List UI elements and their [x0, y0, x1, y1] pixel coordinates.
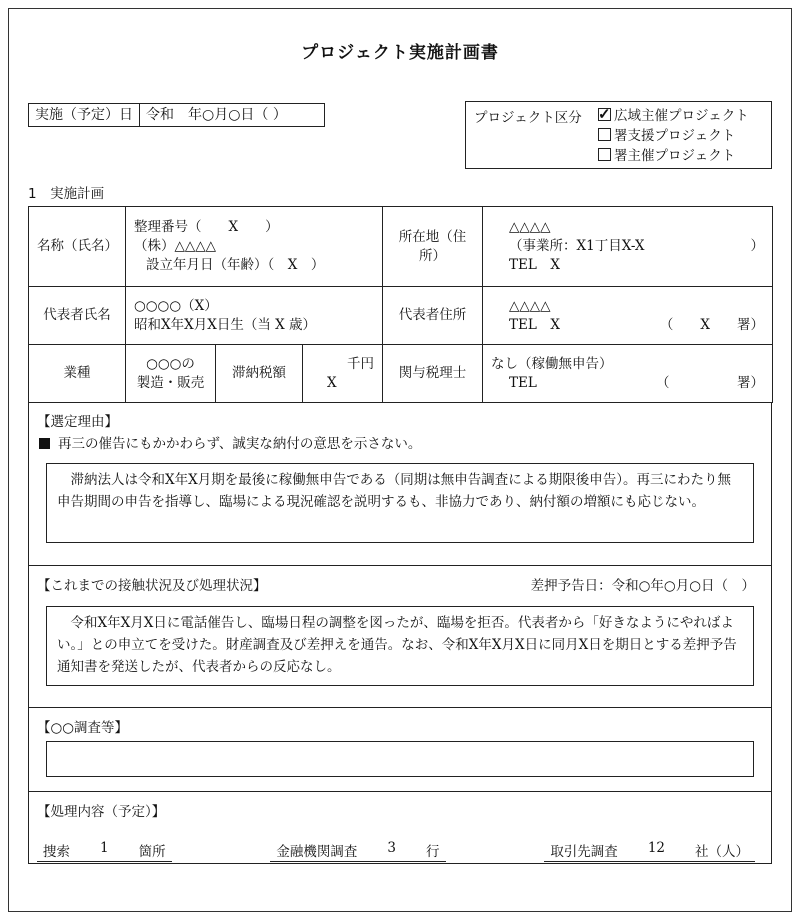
selection-reason-section [28, 402, 772, 566]
category-option[interactable]: ✓ 広域主催プロジェクト [598, 106, 749, 126]
address-value-cell: △△△△ （事業所：X1丁目X-X ） TEL X [483, 207, 773, 287]
name-label-cell: 名称（氏名） [29, 207, 126, 287]
checkbox-icon[interactable] [598, 128, 611, 141]
selection-reason-heading: 【選定理由】 [37, 414, 118, 430]
rep-label-cell: 代表者氏名 [29, 287, 126, 345]
processing-item: 金融機関調査 3 行 [270, 840, 445, 862]
table-row [29, 345, 773, 403]
tax-due-label-cell: 滞納税額 [216, 345, 303, 403]
document-title: プロジェクト実施計画書 [301, 43, 499, 63]
survey-text-box [46, 741, 754, 777]
survey-section [28, 708, 772, 792]
table-row [29, 287, 773, 345]
implementation-date-box [28, 103, 325, 127]
processing-items [37, 840, 755, 862]
category-option[interactable]: 署主催プロジェクト [598, 146, 749, 166]
square-bullet-icon [39, 438, 50, 449]
contact-status-section [28, 566, 772, 708]
category-options [598, 106, 749, 166]
processing-heading: 【処理内容（予定）】 [37, 804, 166, 820]
address-label-cell: 所在地（住所） [383, 207, 483, 287]
date-label: 実施（予定）日 [29, 104, 140, 126]
category-option[interactable]: 署支援プロジェクト [598, 126, 749, 146]
tax-accountant-value-cell: なし（稼働無申告） TEL （ 署） [483, 345, 773, 403]
contact-status-text: 令和X年X月X日に電話催告し、臨場日程の調整を図ったが、臨場を拒否。代表者から「好きなようにやればよい。」との申立てを受けた。財産調査及び差押えを通告。なお、令和X年X月X日に同月X日を期日とする差押予告通知書を発送したが、代表者からの反応なし。 [46, 606, 754, 686]
contact-status-heading: 【これまでの接触状況及び処理状況】 [37, 578, 267, 594]
industry-value-cell: ○○○の 製造・販売 [126, 345, 216, 403]
name-value-cell: 整理番号（ X ） （株）△△△△ 設立年月日（年齢）（ X ） [126, 207, 383, 287]
table-row [29, 207, 773, 287]
project-category-box [465, 101, 772, 169]
date-value: 令和 年○月○日（ ） [146, 107, 287, 123]
plan-table [28, 206, 773, 403]
category-label: プロジェクト区分 [474, 110, 582, 126]
seizure-notice-date: 差押予告日：令和○年○月○日（ ） [530, 578, 755, 594]
checkbox-icon[interactable] [598, 148, 611, 161]
checkbox-checked-icon[interactable] [598, 108, 611, 121]
industry-label-cell: 業種 [29, 345, 126, 403]
processing-item: 取引先調査 12 社（人） [544, 840, 755, 862]
processing-item: 捜索 1 箇所 [37, 840, 172, 862]
tax-accountant-label-cell: 関与税理士 [383, 345, 483, 403]
selection-reason-text: 滞納法人は令和X年X月期を最後に稼働無申告である（同期は無申告調査による期限後申告）。再三にわたり無申告期間の申告を指導し、臨場による現況確認を説明するも、非協力であり、納付額の増額にも応じない。 [46, 463, 754, 543]
survey-heading: 【○○調査等】 [37, 720, 129, 736]
section-heading: 1 実施計画 [28, 186, 105, 202]
rep-address-value-cell: △△△△ TEL X （ X 署） [483, 287, 773, 345]
rep-address-label-cell: 代表者住所 [383, 287, 483, 345]
reason-bullet: 再三の催告にもかかわらず、誠実な納付の意思を示さない。 [39, 432, 421, 452]
rep-value-cell: ○○○○（X） 昭和X年X月X日生（当 X 歳） [126, 287, 383, 345]
processing-section [28, 792, 772, 864]
tax-due-value-cell: 千円 X [303, 345, 383, 403]
